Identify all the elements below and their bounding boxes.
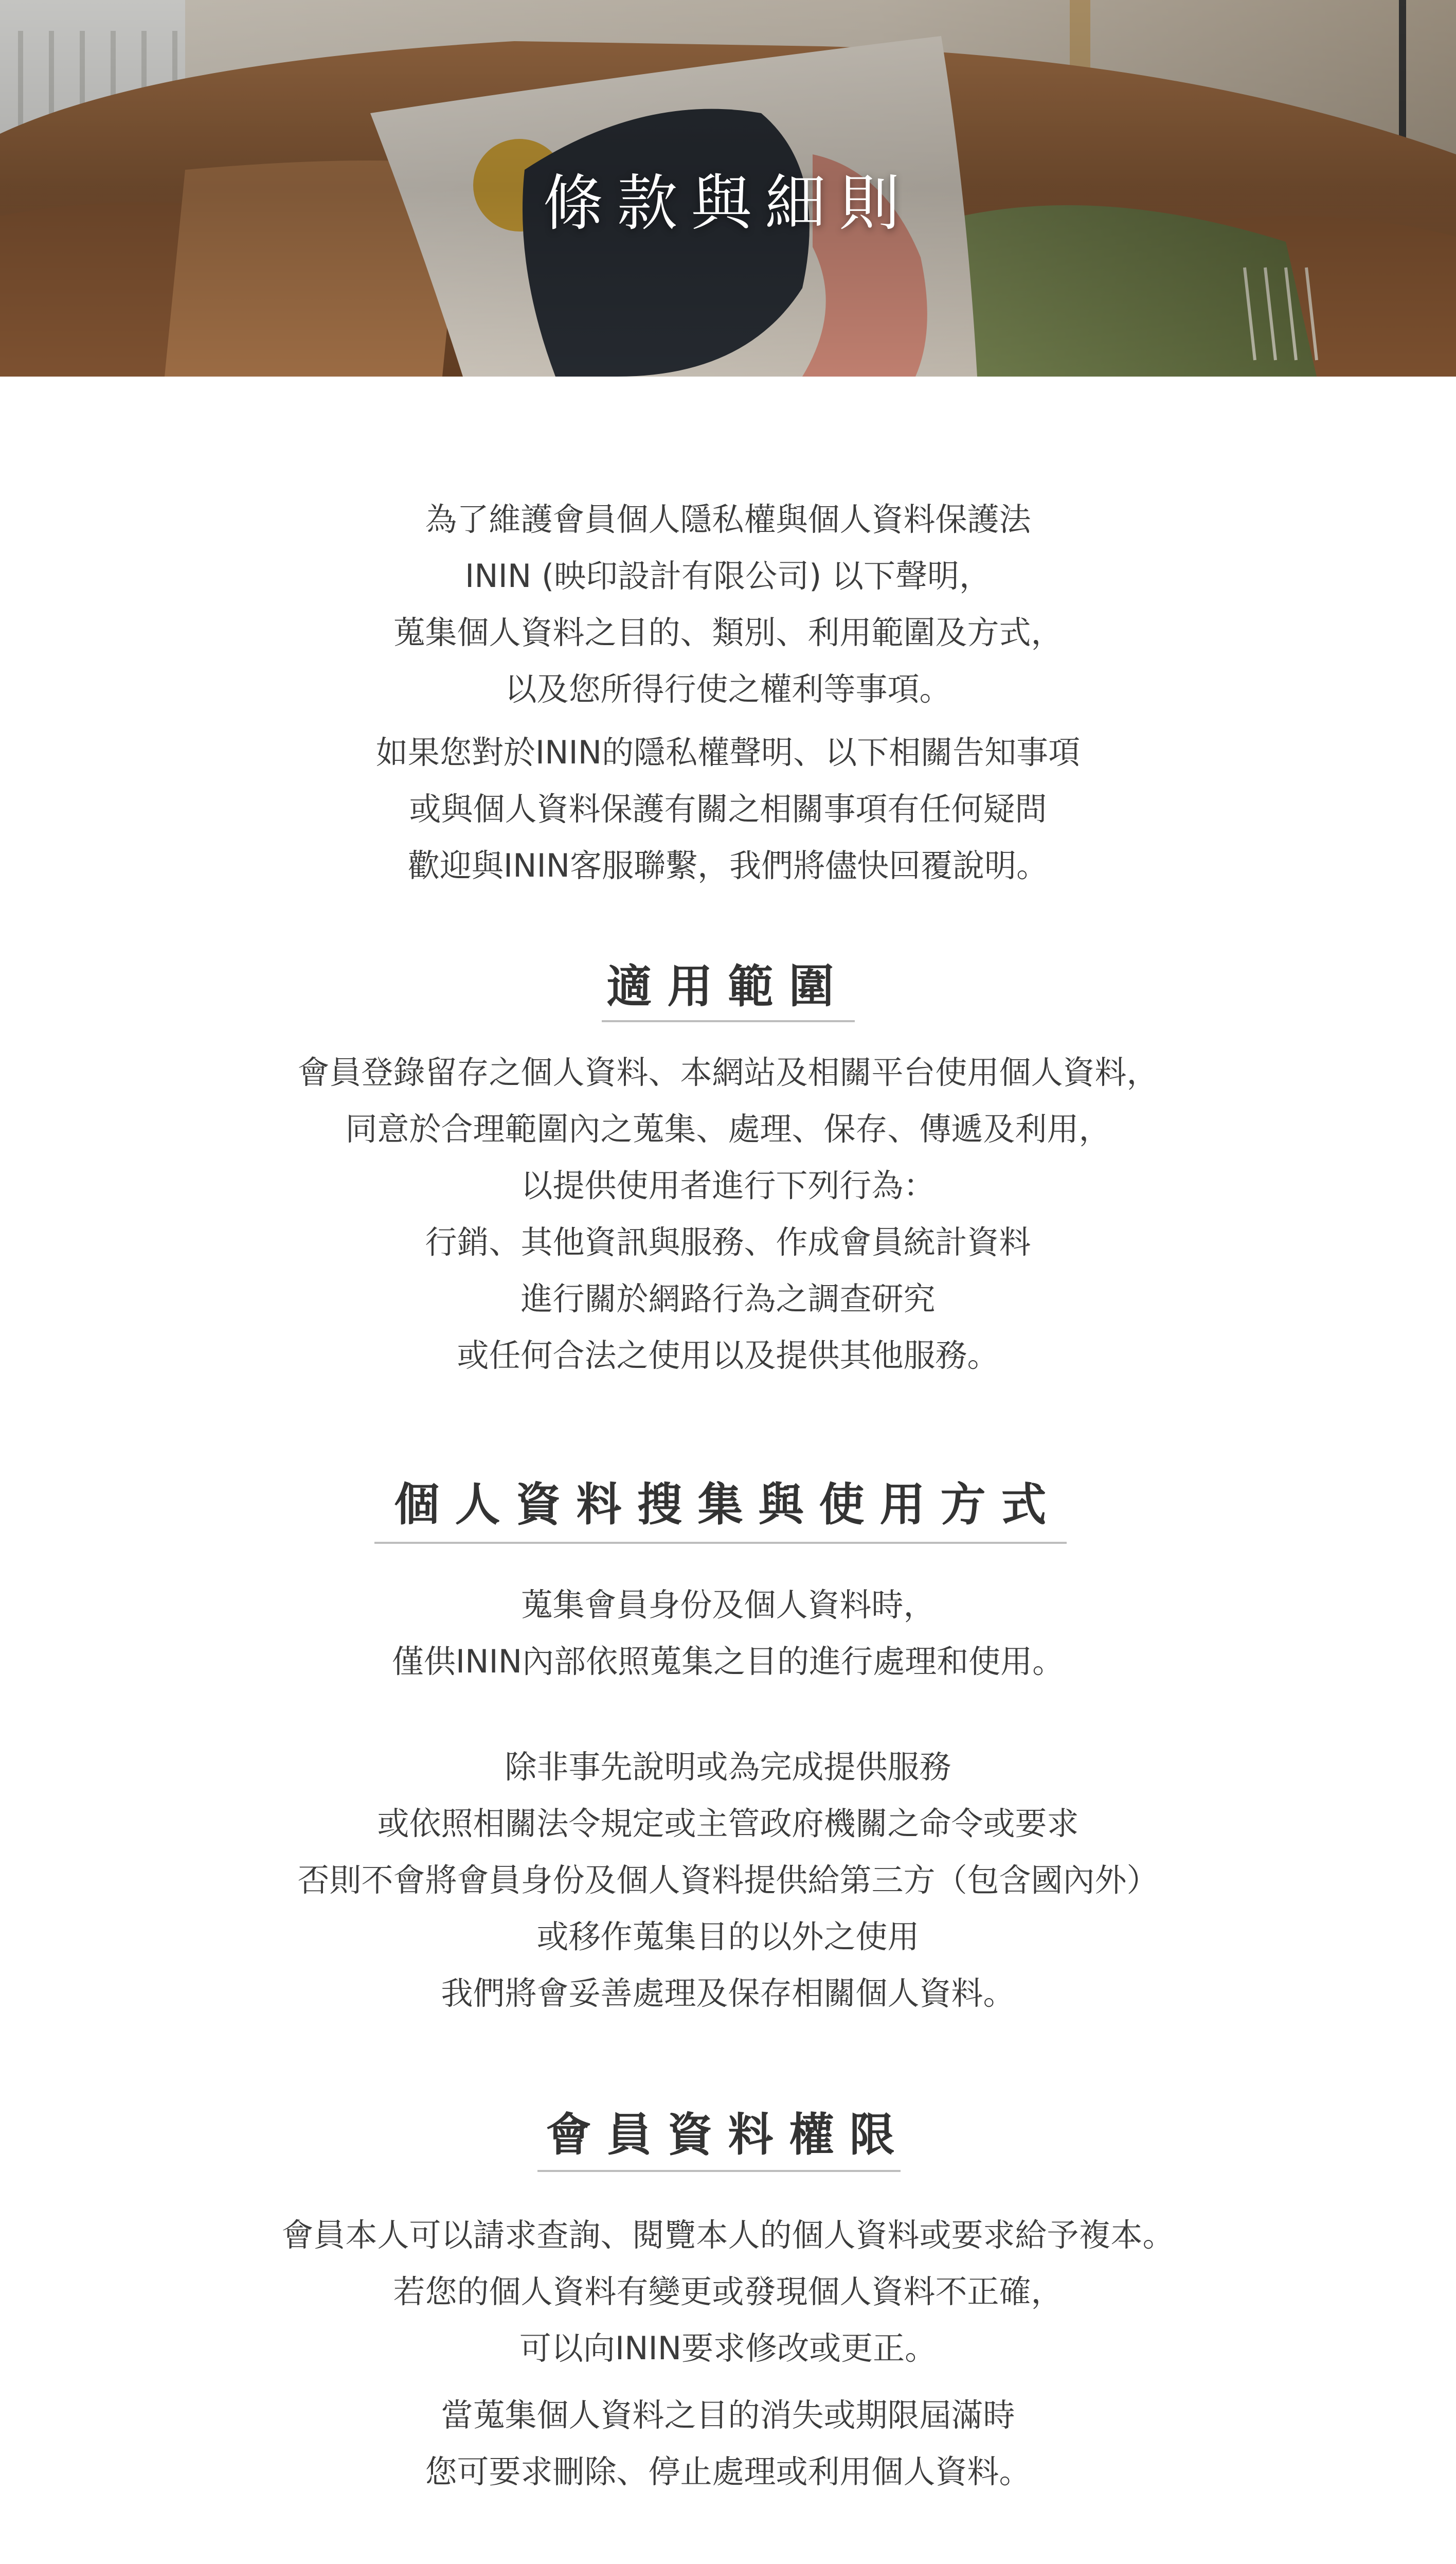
text-line: 當蒐集個人資料之目的消失或期限屆滿時	[441, 2396, 1015, 2434]
page-title: 條款與細則	[543, 168, 913, 239]
intro-paragraph-1	[0, 491, 1456, 718]
text-line: 蒐集個人資料之目的、類別、利用範圍及方式，	[393, 614, 1063, 651]
text-line: 您可要求刪除、停止處理或利用個人資料。	[425, 2453, 1031, 2490]
text-line: 或任何合法之使用以及提供其他服務。	[457, 1337, 999, 1374]
rights-paragraph-1	[0, 2207, 1456, 2377]
collection-paragraph-2	[0, 1739, 1456, 2022]
text-line: 可以向ININ要求修改或更正。	[519, 2329, 937, 2367]
intro-paragraph-2	[0, 724, 1456, 894]
heading-underline	[602, 1020, 855, 1022]
text-line: 或依照相關法令規定或主管政府機關之命令或要求	[377, 1805, 1079, 1842]
text-line: 若您的個人資料有變更或發現個人資料不正確，	[393, 2273, 1063, 2310]
section-heading-rights: 會員資料權限	[546, 2108, 910, 2161]
text-line: 除非事先說明或為完成提供服務	[505, 1748, 951, 1786]
text-line: ININ (映印設計有限公司) 以下聲明，	[464, 557, 992, 595]
text-line: 我們將會妥善處理及保存相關個人資料。	[441, 1974, 1015, 2012]
text-line: 進行關於網路行為之調查研究	[520, 1280, 936, 1317]
text-line: 同意於合理範圍內之蒐集、處理、保存、傳遞及利用，	[345, 1110, 1111, 1148]
heading-underline	[537, 2170, 901, 2172]
text-line: 僅供ININ內部依照蒐集之目的進行處理和使用。	[391, 1643, 1065, 1680]
text-line: 行銷、其他資訊與服務、作成會員統計資料	[425, 1223, 1031, 1261]
text-line: 會員登錄留存之個人資料、本網站及相關平台使用個人資料，	[297, 1054, 1159, 1091]
text-line: 或與個人資料保護有關之相關事項有任何疑問	[409, 790, 1047, 828]
text-line: 或移作蒐集目的以外之使用	[536, 1918, 920, 1955]
collection-paragraph-1	[0, 1577, 1456, 1690]
scope-paragraph	[0, 1044, 1456, 1384]
section-heading-scope: 適用範圍	[606, 960, 850, 1013]
text-line: 為了維護會員個人隱私權與個人資料保護法	[425, 501, 1031, 538]
text-line: 如果您對於ININ的隱私權聲明、以下相關告知事項	[375, 734, 1081, 771]
text-line: 會員本人可以請求查詢、閱覽本人的個人資料或要求給予複本。	[281, 2216, 1175, 2254]
text-line: 蒐集會員身份及個人資料時，	[520, 1586, 936, 1624]
text-line: 以及您所得行使之權利等事項。	[505, 670, 951, 708]
text-line: 以提供使用者進行下列行為：	[520, 1167, 936, 1204]
hero-banner	[0, 0, 1456, 377]
rights-paragraph-2	[0, 2387, 1456, 2500]
heading-underline	[374, 1542, 1067, 1544]
text-line: 歡迎與ININ客服聯繫，我們將儘快回覆說明。	[407, 847, 1049, 884]
text-line: 否則不會將會員身份及個人資料提供給第三方（包含國內外）	[297, 1861, 1159, 1899]
section-heading-collection: 個人資料搜集與使用方式	[394, 1478, 1062, 1531]
